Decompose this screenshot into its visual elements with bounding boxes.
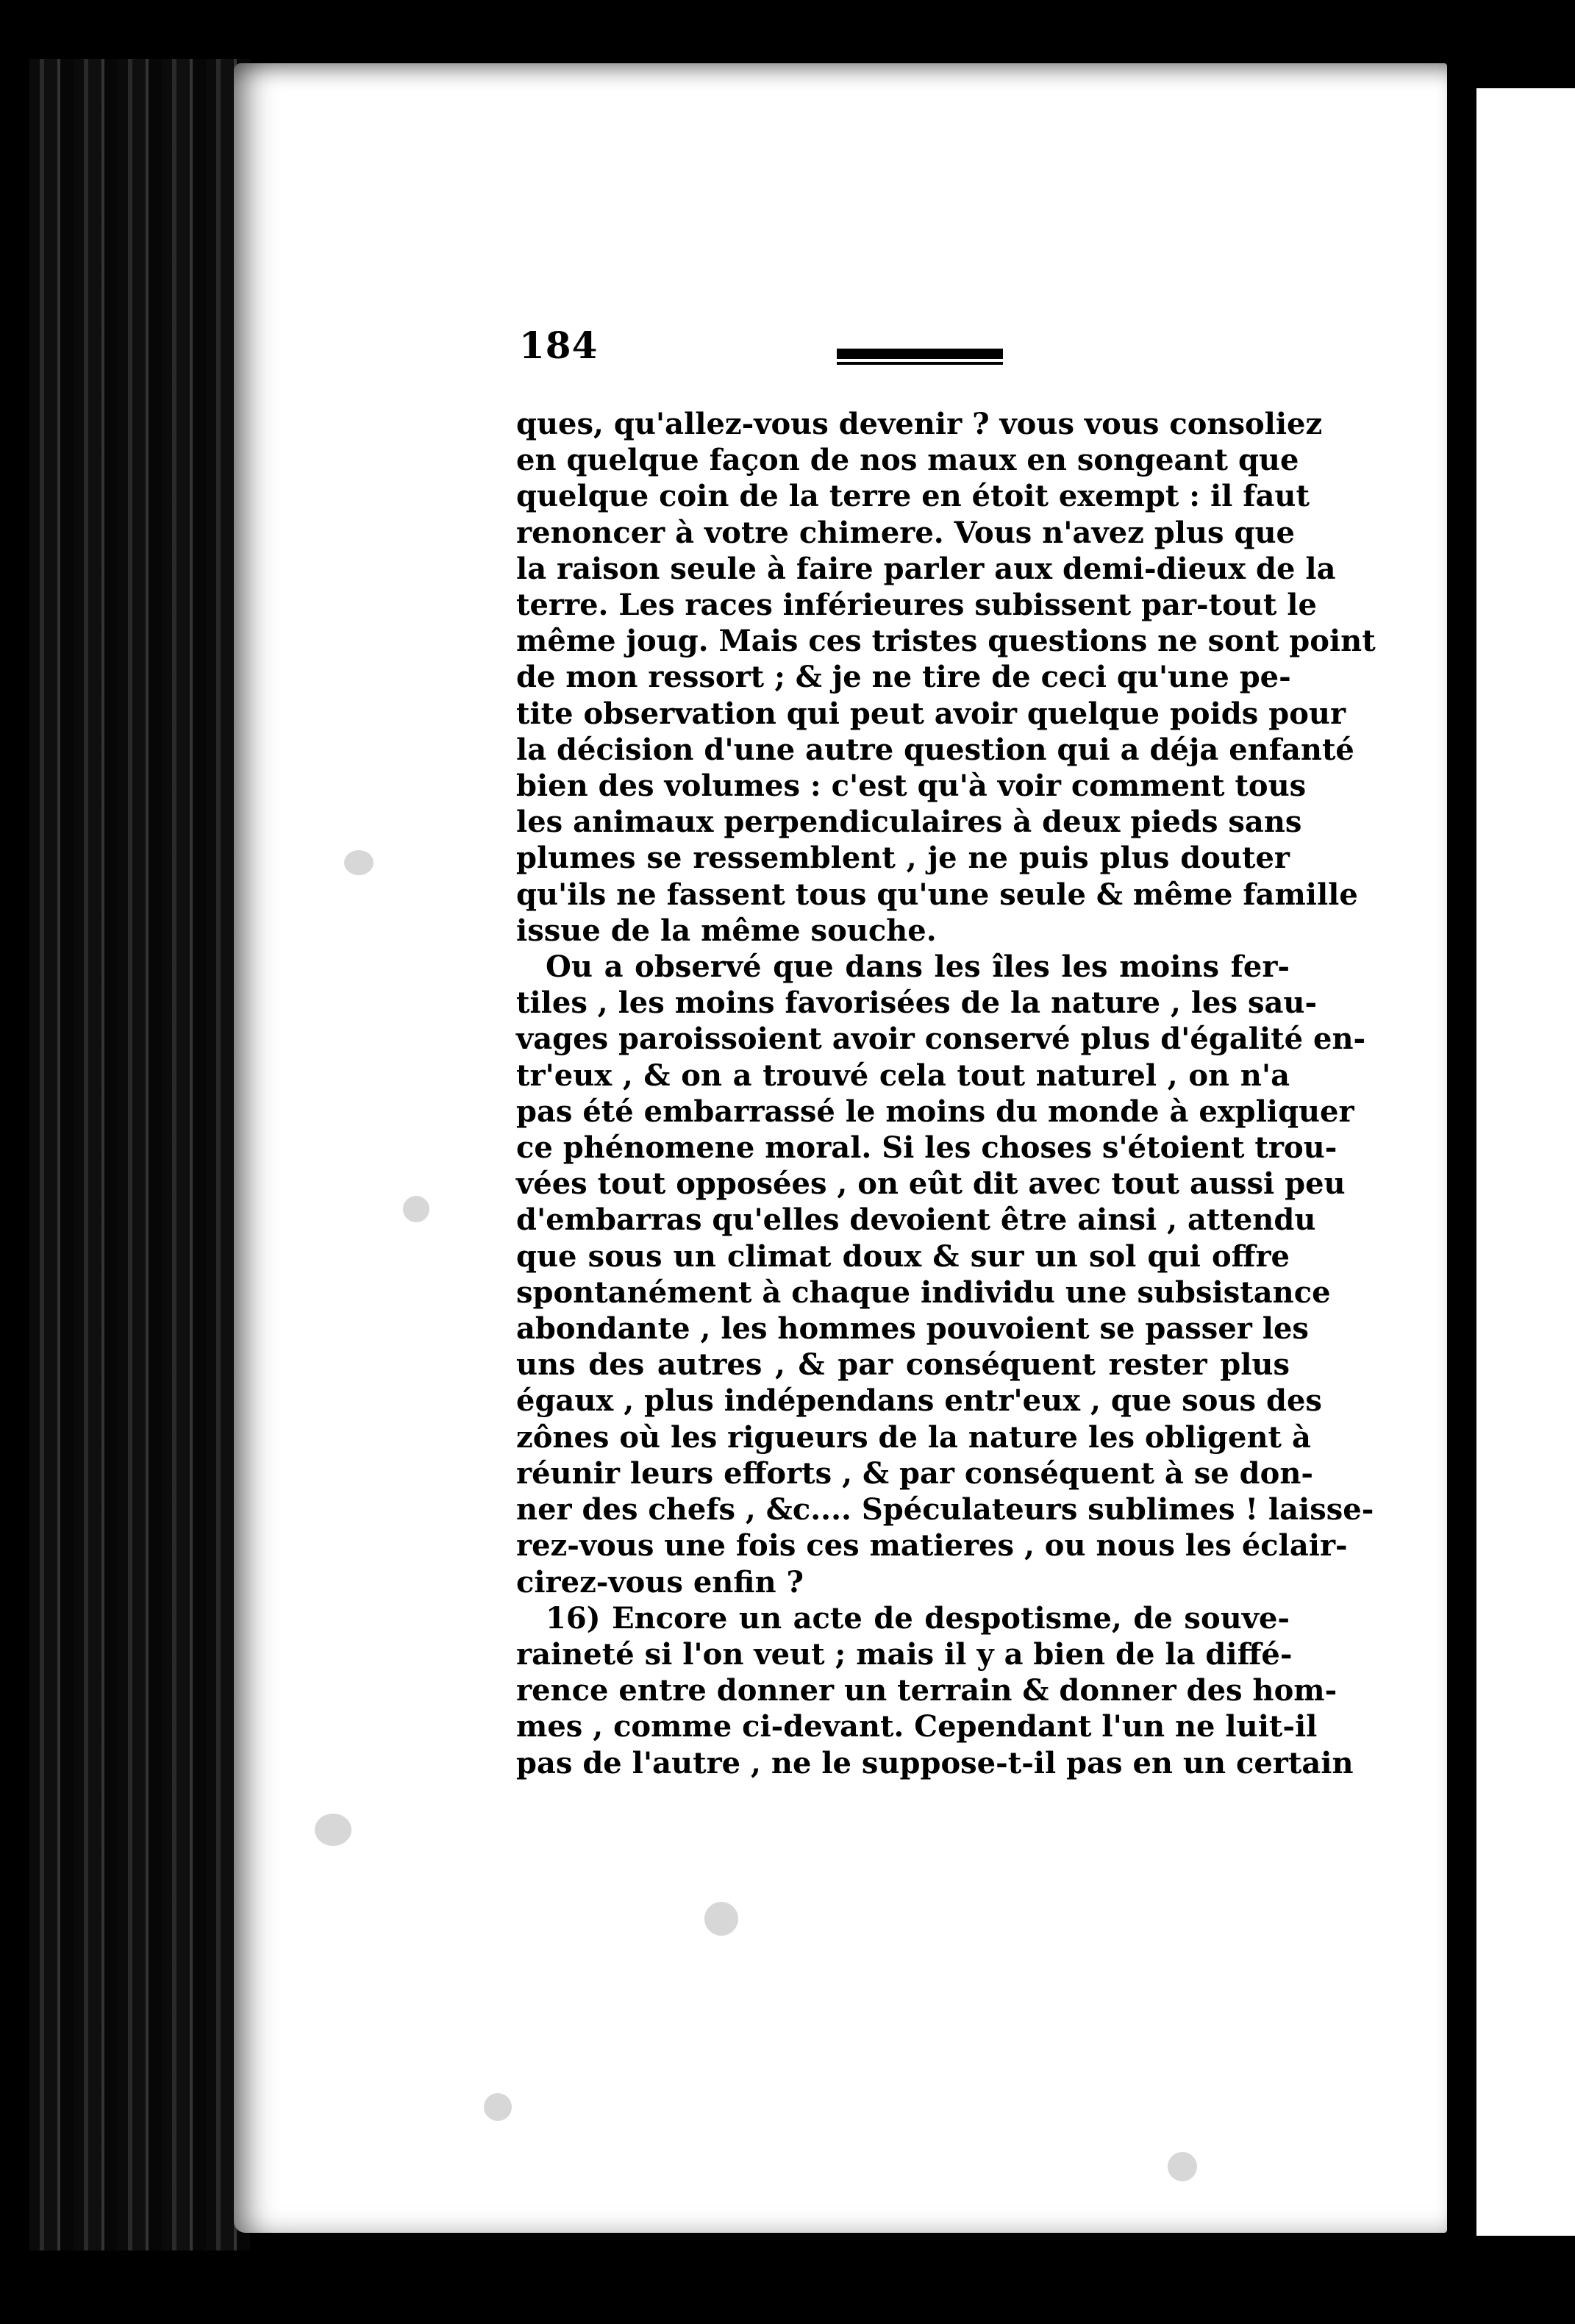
text-line: rence entre donner un terrain & donner des hom- — [516, 1673, 1338, 1708]
text-line: réunir leurs efforts , & par conséquent à se don- — [516, 1455, 1314, 1491]
text-line: la raison seule à faire parler aux demi-dieux de la — [516, 551, 1336, 586]
text-line: mes , comme ci-devant. Cependant l'un ne luit-il — [516, 1709, 1318, 1744]
text-line: issue de la même souche. — [516, 913, 937, 948]
foxing-spot — [403, 1196, 429, 1222]
foxing-spot — [1168, 2152, 1197, 2181]
text-line: de mon ressort ; & je ne tire de ceci qu'une pe- — [516, 660, 1291, 695]
text-line: qu'ils ne fassent tous qu'une seule & même famille — [516, 877, 1358, 912]
foxing-spot — [704, 1902, 738, 1936]
text-line: pas été embarrassé le moins du monde à expliquer — [516, 1094, 1354, 1129]
header-ornament-rule — [837, 349, 1003, 359]
page-header — [519, 324, 1284, 375]
text-line: cirez-vous enfin ? — [516, 1564, 804, 1600]
page-number: 184 — [519, 324, 599, 367]
text-line: la décision d'une autre question qui a déja enfanté — [516, 732, 1354, 767]
text-line: vées tout opposées , on eût dit avec tout aussi peu — [516, 1166, 1346, 1202]
text-line: terre. Les races inférieures subissent par-tout le — [516, 588, 1317, 623]
text-line: bien des volumes : c'est qu'à voir comment tous — [516, 769, 1307, 804]
text-line: même joug. Mais ces tristes questions ne sont point — [516, 624, 1376, 659]
text-line: d'embarras qu'elles devoient être ainsi , attendu — [516, 1202, 1316, 1238]
foxing-spot — [315, 1814, 351, 1846]
text-line: tiles , les moins favorisées de la nature , les sau- — [516, 985, 1318, 1021]
book-binding — [29, 59, 250, 2250]
text-line: ce phénomene moral. Si les choses s'étoient trou- — [516, 1130, 1338, 1166]
foxing-spot — [344, 850, 374, 875]
text-line: en quelque façon de nos maux en songeant que — [516, 443, 1299, 478]
text-line: ner des chefs , &c.... Spéculateurs sublimes ! laisse- — [516, 1492, 1374, 1528]
text-line: plumes se ressemblent , je ne puis plus douter — [516, 841, 1290, 876]
text-line: les animaux perpendiculaires à deux pieds sans — [516, 805, 1302, 840]
text-line: zônes où les rigueurs de la nature les obligent à — [516, 1419, 1311, 1455]
body-text — [516, 406, 1376, 1781]
text-line: vages paroissoient avoir conservé plus d'égalité en- — [516, 1022, 1366, 1057]
text-line: quelque coin de la terre en étoit exempt : il faut — [516, 479, 1310, 514]
text-line: pas de l'autre , ne le suppose-t-il pas en un certain — [516, 1745, 1354, 1781]
text-line: uns des autres , & par conséquent rester plus — [516, 1347, 1290, 1383]
text-line: ques, qu'allez-vous devenir ? vous vous consoliez — [516, 407, 1323, 441]
text-line: raineté si l'on veut ; mais il y a bien de la diffé- — [516, 1636, 1293, 1672]
foxing-spot — [484, 2093, 512, 2121]
text-line: tr'eux , & on a trouvé cela tout naturel , on n'a — [516, 1058, 1290, 1093]
text-line: spontanément à chaque individu une subsistance — [516, 1275, 1331, 1310]
text-line: 16) Encore un acte de despotisme, de souve- — [546, 1600, 1290, 1636]
facing-page-edge — [1476, 88, 1575, 2236]
text-line: renoncer à votre chimere. Vous n'avez plus que — [516, 515, 1295, 550]
text-line: tite observation qui peut avoir quelque poids pour — [516, 696, 1346, 731]
text-line: Ou a observé que dans les îles les moins fer- — [546, 949, 1290, 985]
text-line: que sous un climat doux & sur un sol qui offre — [516, 1238, 1290, 1274]
text-line: abondante , les hommes pouvoient se passer les — [516, 1311, 1309, 1347]
text-line: égaux , plus indépendans entr'eux , que sous des — [516, 1383, 1322, 1419]
text-line: rez-vous une fois ces matieres , ou nous les éclair- — [516, 1528, 1348, 1564]
